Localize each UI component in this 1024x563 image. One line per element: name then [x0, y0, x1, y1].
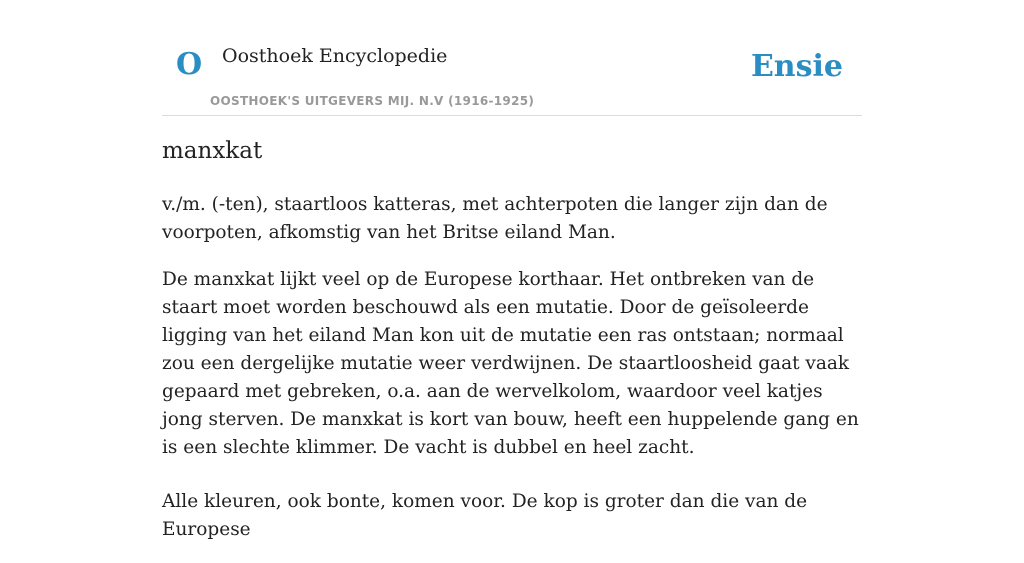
article [162, 138, 862, 563]
ensie-logo-link[interactable]: Ensie [750, 49, 843, 84]
article-headword: manxkat [162, 138, 263, 164]
definition-paragraph: v./m. (-ten), staartloos katteras, met achterpoten die langer zijn dan de voorpoten, afkomstig van het Britse eiland Man. [162, 193, 828, 243]
site-title[interactable]: Oosthoek Encyclopedie [222, 45, 448, 67]
body-paragraph: De manxkat lijkt veel op de Europese korthaar. Het ontbreken van de staart moet worden beschouwd als een mutatie. Door de geïsoleerde ligging van het eiland Man kon uit de mutatie een ras ontstaan; normaal zou een dergelijke mutatie weer verdwijnen. De staartloosheid gaat vaak gepaard met gebreken, o.a. aan de wervelkolom, waardoor veel katjes jong sterven. De manxkat is kort van bouw, heeft een huppelende gang en is een slechte klimmer. De vacht is dubbel en heel zacht. [162, 268, 859, 458]
body-paragraph: Alle kleuren, ook bonte, komen voor. De kop is groter dan die van de Europese [162, 490, 808, 540]
logo-letter[interactable]: O [176, 47, 203, 82]
publisher-subtitle: OOSTHOEK'S UITGEVERS MIJ. N.V (1916-1925) [210, 94, 535, 108]
site-header [162, 0, 862, 116]
